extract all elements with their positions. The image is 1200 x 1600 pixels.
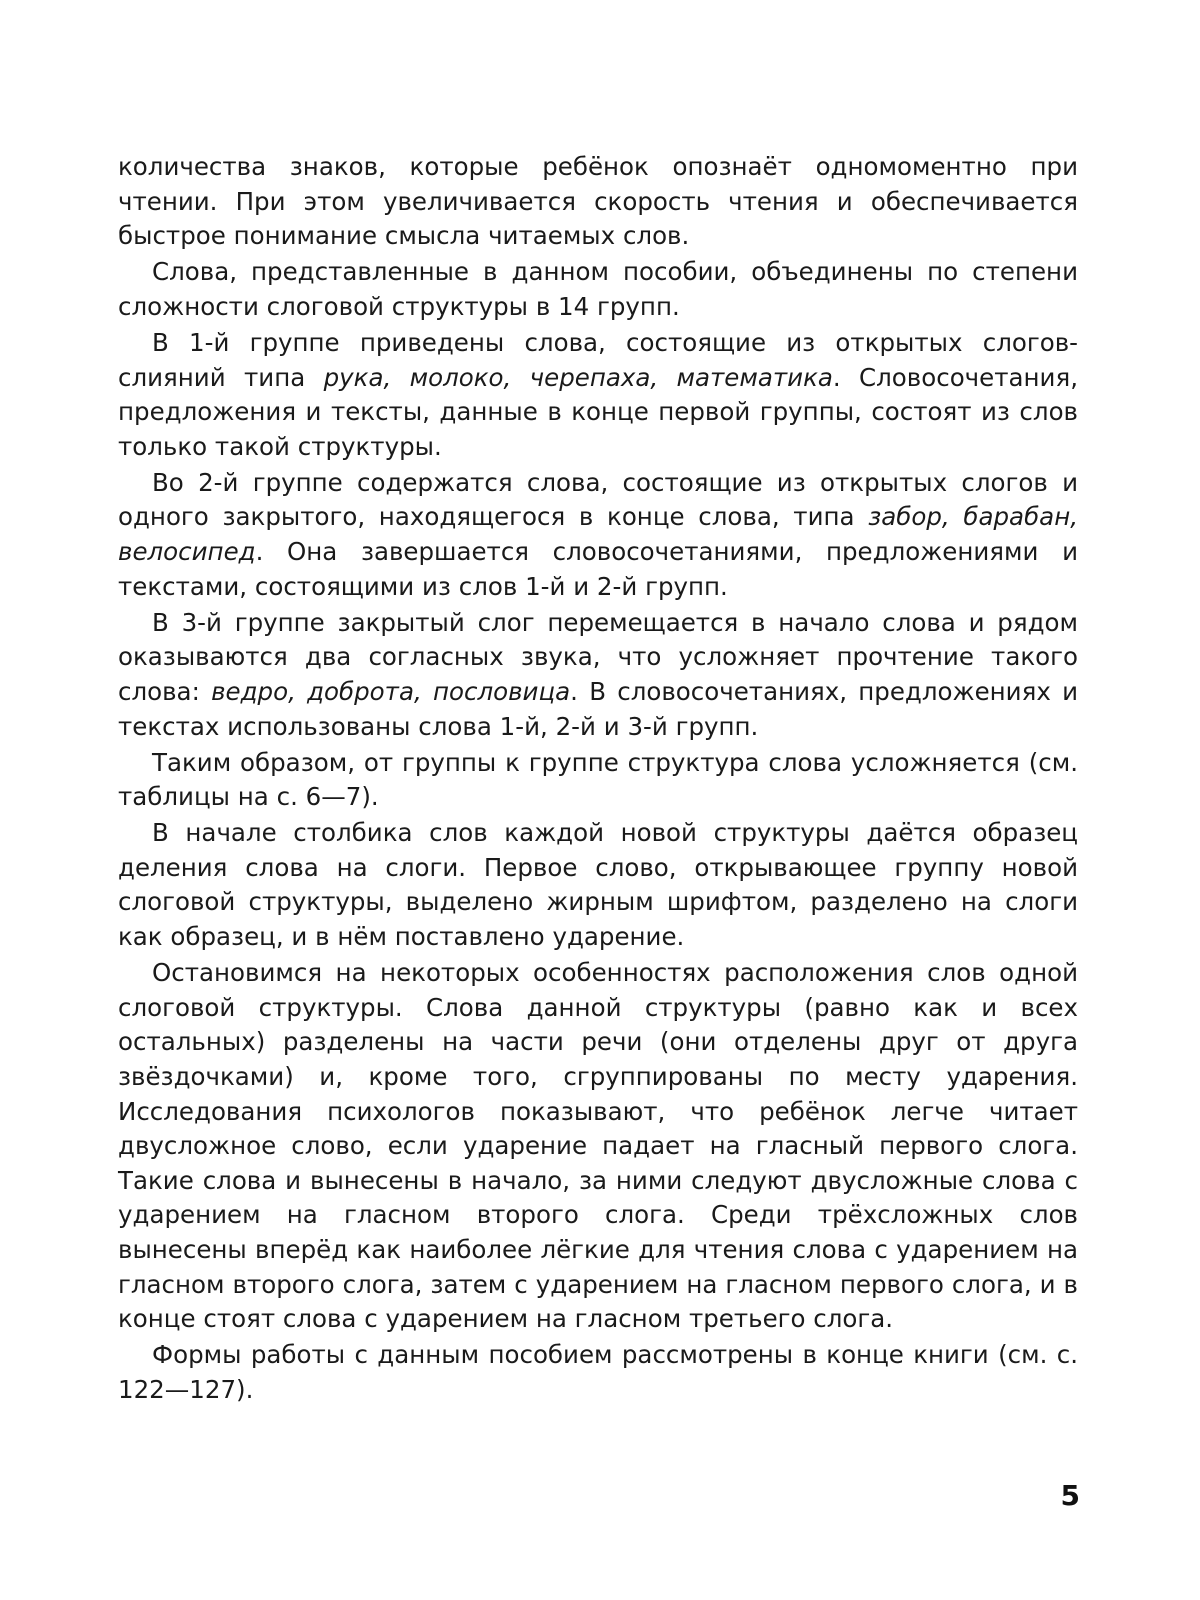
- italic-examples: ведро, доброта, пословица: [211, 676, 571, 706]
- paragraph-5: В 3-й группе закрытый слог перемещается в начало слова и рядом оказываются два согласных звука, что усложняет прочтение такого слова: ведро, доброта, пословица. В словосочетаниях, предложениях и текстах использованы слова 1-й, 2-й и 3-й групп.: [118, 607, 1078, 741]
- italic-examples: рука, молоко, черепаха, математика: [323, 362, 833, 392]
- paragraph-8: Остановимся на некоторых особенностях расположения слов одной слоговой структуры. Слова данной структуры (равно как и всех остальных) разделены на части речи (они отделены друг от друга звёздочками) и, кроме того, сгруппированы по месту ударения. Исследования психологов показывают, что ребёнок легче читает двусложное слово, если ударение падает на гласный первого слога. Такие слова и вынесены в начало, за ними следуют двусложные слова с ударением на гласном второго слога. Среди трёхсложных слов вынесены вперёд как наиболее лёгкие для чтения слова с ударением на гласном второго слога, затем с ударением на гласном первого слога, и в конце стоят слова с ударением на гласном третьего слога.: [118, 958, 1078, 1334]
- paragraph-7: В начале столбика слов каждой новой структуры даётся образец деления слова на слоги. Первое слово, открывающее группу новой слоговой структуры, выделено жирным шрифтом, разделено на слоги как образец, и в нём поставлено ударение.: [118, 818, 1078, 952]
- paragraph-9: Формы работы с данным пособием рассмотрены в конце книги (см. с. 122—127).: [118, 1340, 1078, 1404]
- paragraph-4: Во 2-й группе содержатся слова, состоящие из открытых слогов и одного закрытого, находящегося в конце слова, типа забор, барабан, велосипед. Она завершается словосочетаниями, предложениями и текстами, состоящими из слов 1-й и 2-й групп.: [118, 467, 1078, 601]
- page-number: 5: [1060, 1479, 1080, 1512]
- paragraph-3: В 1-й группе приведены слова, состоящие из открытых слогов-слияний типа рука, молоко, черепаха, математика. Словосочетания, предложения и тексты, данные в конце первой группы, состоят из слов только такой структуры.: [118, 327, 1078, 461]
- italic-examples: забор, барабан, велосипед: [118, 502, 1078, 567]
- body-text: [118, 150, 1078, 1409]
- paragraph-6: Таким образом, от группы к группе структура слова усложняется (см. таблицы на с. 6—7).: [118, 747, 1078, 812]
- paragraph-2: Слова, представленные в данном пособии, объединены по степени сложности слоговой структуры в 14 групп.: [118, 257, 1078, 321]
- paragraph-1: количества знаков, которые ребёнок опознаёт одномоментно при чтении. При этом увеличивается скорость чтения и обеспечивается быстрое понимание смысла читаемых слов.: [118, 152, 1078, 251]
